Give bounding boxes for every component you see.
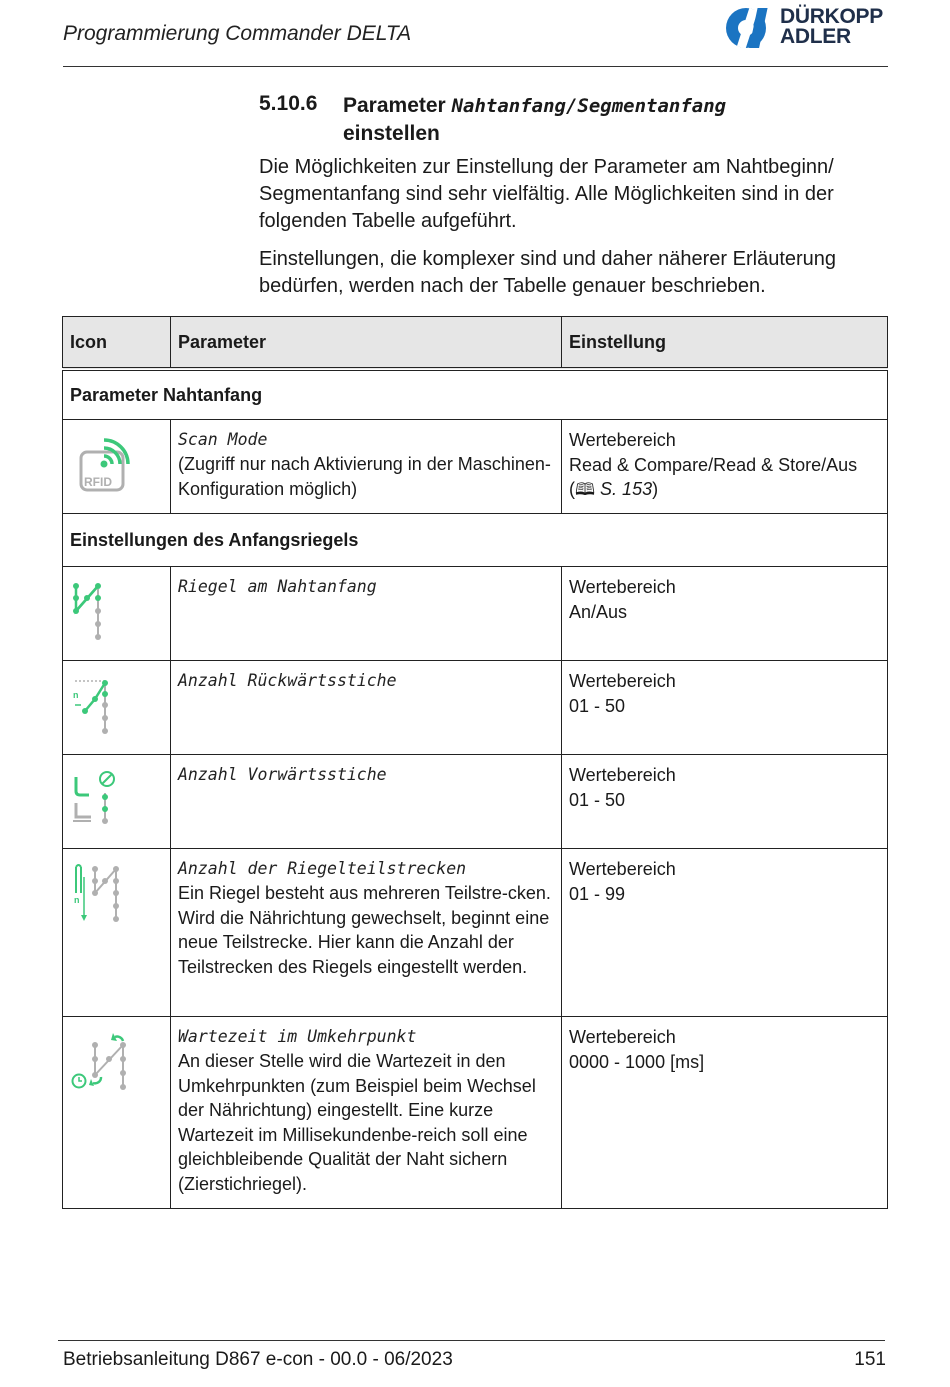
forward-stitches-icon	[71, 769, 121, 831]
backward-stitches-icon	[71, 675, 121, 737]
parameter-description: (Zugriff nur nach Aktivierung in der Maschinen-Konfiguration möglich)	[178, 454, 551, 499]
book-icon: 🕮	[575, 480, 596, 499]
company-logo	[724, 6, 894, 50]
parameter-cell	[171, 849, 562, 1017]
group-label: Einstellungen des Anfangsriegels	[63, 514, 888, 567]
setting-cell	[562, 567, 888, 661]
svg-text:n: n	[73, 690, 79, 700]
svg-text:RFID: RFID	[84, 475, 112, 489]
group-row-anfangsriegel	[63, 514, 888, 567]
setting-cell	[562, 1017, 888, 1209]
intro-paragraph-2: Einstellungen, die komplexer sind und daher näherer Erläuterung bedürfen, werden nach der Tabelle genauer beschrieben.	[259, 248, 837, 297]
footer-document-info: Betriebsanleitung D867 e-con - 00.0 - 06/2023	[63, 1349, 453, 1370]
setting-range: Read & Compare/Read & Store/Aus	[569, 454, 858, 475]
table-row	[63, 1017, 888, 1209]
page-number: 151	[854, 1349, 886, 1370]
setting-cell	[562, 661, 888, 755]
parameter-name: Wartezeit im Umkehrpunkt	[178, 1027, 417, 1046]
intro-paragraph-1: Die Möglichkeiten zur Einstellung der Parameter am Nahtbeginn/ Segmentanfang sind sehr vielfältig. Alle Möglichkeiten sind in der folgenden Tabelle aufgeführt.	[259, 156, 834, 232]
section-title: Parameter Nahtanfang/Segmentanfang einstellen	[343, 94, 727, 145]
parameter-cell	[171, 755, 562, 849]
icon-cell	[63, 661, 171, 755]
icon-cell	[63, 420, 171, 514]
col-header-icon: Icon	[63, 317, 171, 370]
rfid-icon	[71, 434, 131, 494]
page-reference[interactable]: (🕮 S. 153)	[569, 479, 659, 499]
parameter-cell	[171, 420, 562, 514]
setting-label: Wertebereich	[569, 671, 676, 691]
parameter-cell	[171, 1017, 562, 1209]
parameter-cell	[171, 661, 562, 755]
parameter-description: Ein Riegel besteht aus mehreren Teilstre-cken. Wird die Nährichtung gewechselt, beginnt eine neue Teilstrecke. Hier kann die Anzahl der Teilstrecken des Riegels eingestellt werden.	[178, 883, 551, 977]
setting-range: 01 - 50	[569, 695, 626, 716]
setting-label: Wertebereich	[569, 577, 676, 597]
header-rule	[63, 66, 888, 67]
logo-emblem-icon	[724, 6, 776, 50]
icon-cell	[63, 849, 171, 1017]
col-header-parameter: Parameter	[171, 317, 562, 370]
setting-cell	[562, 755, 888, 849]
group-label: Parameter Nahtanfang	[63, 369, 888, 420]
table-header-row	[63, 317, 888, 370]
setting-range: 01 - 50	[569, 789, 626, 810]
wait-time-reversal-icon	[71, 1031, 129, 1093]
parameter-name: Anzahl der Riegelteilstrecken	[178, 859, 467, 878]
logo-wordmark: DÜRKOPP ADLER	[780, 5, 883, 48]
table-row	[63, 755, 888, 849]
parameter-table	[62, 316, 888, 1209]
footer-rule	[58, 1340, 885, 1341]
parameter-name: Anzahl Rückwärtsstiche	[178, 671, 397, 690]
setting-range: An/Aus	[569, 601, 628, 622]
running-header: Programmierung Commander DELTA	[63, 22, 412, 45]
setting-range: 0000 - 1000 [ms]	[569, 1051, 705, 1072]
setting-label: Wertebereich	[569, 1027, 676, 1047]
group-row-nahtanfang	[63, 369, 888, 420]
setting-label: Wertebereich	[569, 430, 676, 450]
parameter-name: Riegel am Nahtanfang	[178, 577, 377, 596]
setting-range: 01 - 99	[569, 883, 626, 904]
table-row	[63, 420, 888, 514]
icon-cell	[63, 755, 171, 849]
section-number: 5.10.6	[259, 92, 318, 115]
tack-at-start-icon	[71, 581, 121, 643]
table-row	[63, 849, 888, 1017]
parameter-name: Scan Mode	[178, 430, 268, 449]
svg-text:n: n	[74, 895, 80, 905]
parameter-cell	[171, 567, 562, 661]
icon-cell	[63, 1017, 171, 1209]
table-row	[63, 567, 888, 661]
setting-cell	[562, 420, 888, 514]
col-header-setting: Einstellung	[562, 317, 888, 370]
setting-cell	[562, 849, 888, 1017]
parameter-description: An dieser Stelle wird die Wartezeit in den Umkehrpunkten (zum Beispiel beim Wechsel der Nährichtung) eingestellt. Eine kurze Wartezeit im Millisekundenbe-reich soll eine gleichbleibende Qualität der Naht sichern (Zierstichriegel).	[178, 1051, 536, 1194]
parameter-name: Anzahl Vorwärtsstiche	[178, 765, 387, 784]
setting-label: Wertebereich	[569, 859, 676, 879]
setting-label: Wertebereich	[569, 765, 676, 785]
icon-cell	[63, 567, 171, 661]
table-row	[63, 661, 888, 755]
tack-sections-icon	[71, 863, 129, 925]
